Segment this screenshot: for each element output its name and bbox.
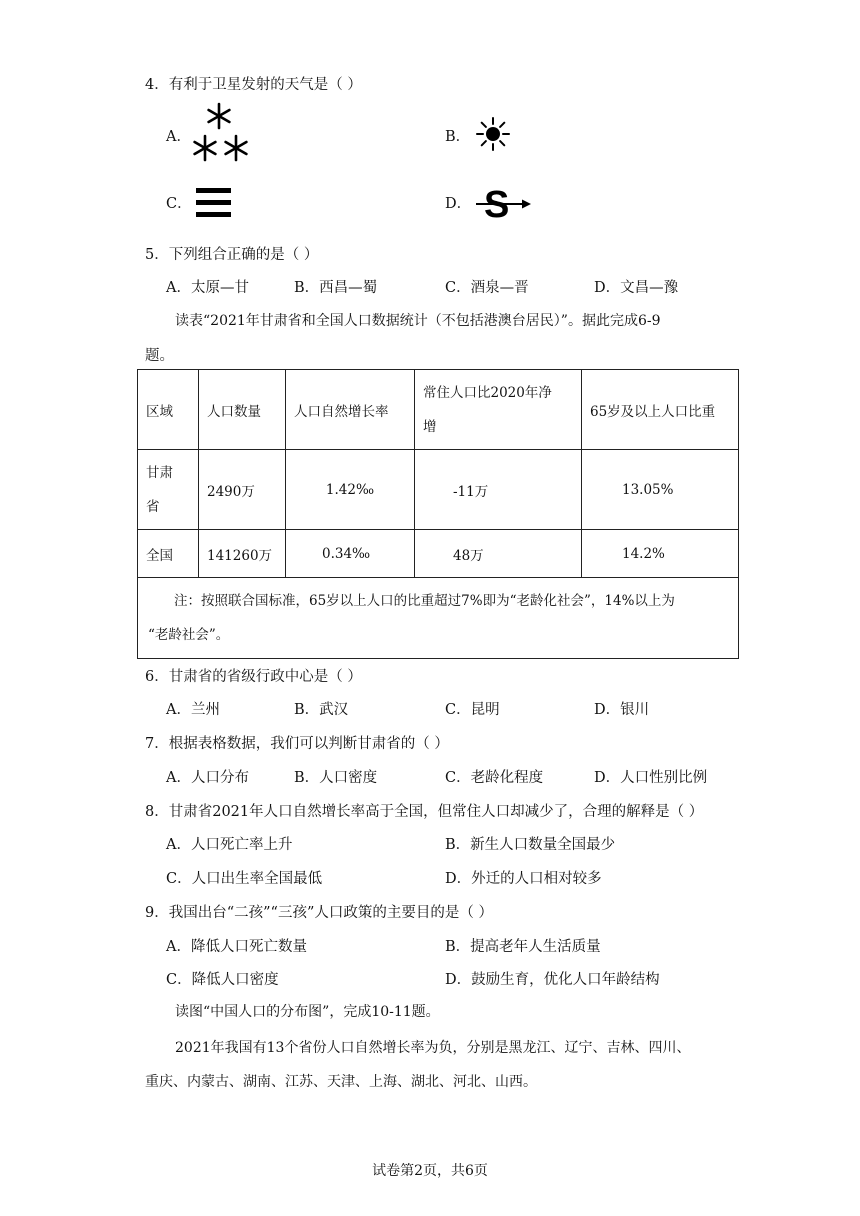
q9-option-b: B．提高老年人生活质量 <box>445 939 601 955</box>
q5-option-d: D．文昌—豫 <box>594 280 679 296</box>
q9-option-c: C．降低人口密度 <box>166 972 279 988</box>
page-footer: 试卷第2页，共6页 <box>372 1163 488 1179</box>
gansu-net-increase: -11万 <box>415 450 582 530</box>
national-net-increase: 48万 <box>415 530 582 578</box>
table-note-line2: “老龄社会”。 <box>148 627 230 643</box>
table-note <box>138 578 739 659</box>
sunny-icon <box>476 117 510 151</box>
q4-option-d-letter: D． <box>445 196 472 212</box>
gansu-region-line2: 省 <box>146 498 160 515</box>
gansu-growth-rate: 1.42‰ <box>286 450 415 530</box>
table-header-row <box>138 370 739 450</box>
q6-stem: 6．甘肃省的省级行政中心是（ ） <box>145 669 362 685</box>
national-elderly-ratio: 14.2% <box>582 530 739 578</box>
intro-map-line3: 重庆、内蒙古、湖南、江苏、天津、上海、湖北、河北、山西。 <box>145 1074 537 1090</box>
gansu-region-cell <box>138 450 199 530</box>
national-region: 全国 <box>138 530 199 578</box>
sandstorm-icon <box>474 184 534 222</box>
table-row <box>138 450 739 530</box>
header-net-line2: 增 <box>423 418 437 435</box>
q5-stem: 5．下列组合正确的是（ ） <box>145 247 319 263</box>
header-elderly-ratio: 65岁及以上人口比重 <box>582 370 739 450</box>
q9-option-d: D．鼓励生育，优化人口年龄结构 <box>445 972 660 988</box>
q8-option-a: A．人口死亡率上升 <box>166 837 293 853</box>
q7-option-d: D．人口性别比例 <box>594 770 708 786</box>
header-region: 区域 <box>138 370 199 450</box>
population-table <box>137 369 739 659</box>
header-population: 人口数量 <box>199 370 286 450</box>
national-growth-rate: 0.34‰ <box>286 530 415 578</box>
table-row <box>138 530 739 578</box>
q9-stem: 9．我国出台“二孩”“三孩”人口政策的主要目的是（ ） <box>145 905 493 921</box>
q7-option-c: C．老龄化程度 <box>445 770 544 786</box>
q5-option-b: B．西昌—蜀 <box>294 280 378 296</box>
table-note-row <box>138 578 739 659</box>
q4-option-c-letter: C． <box>166 196 192 212</box>
q7-option-b: B．人口密度 <box>294 770 378 786</box>
national-population: 141260万 <box>199 530 286 578</box>
q4-stem: 4．有利于卫星发射的天气是（ ） <box>145 77 362 93</box>
intro-table-line1: 读表“2021年甘肃省和全国人口数据统计（不包括港澳台居民）”。据此完成6-9 <box>175 313 661 329</box>
q8-option-b: B．新生人口数量全国最少 <box>445 837 616 853</box>
table-note-line1: 注：按照联合国标准，65岁以上人口的比重超过7%即为“老龄化社会”，14%以上为 <box>174 593 675 609</box>
q4-option-b-letter: B． <box>445 129 471 145</box>
q6-option-d: D．银川 <box>594 702 650 718</box>
fog-icon <box>196 187 232 219</box>
intro-table-line2: 题。 <box>145 348 174 364</box>
q8-stem: 8．甘肃省2021年人口自然增长率高于全国，但常住人口却减少了，合理的解释是（ ） <box>145 804 704 820</box>
header-net-line1: 常住人口比2020年净 <box>423 384 552 401</box>
q5-option-c: C．酒泉—晋 <box>445 280 529 296</box>
header-net-increase <box>415 370 582 450</box>
q8-option-c: C．人口出生率全国最低 <box>166 871 323 887</box>
gansu-region-line1: 甘肃 <box>146 464 173 481</box>
header-growth-rate: 人口自然增长率 <box>286 370 415 450</box>
q7-stem: 7．根据表格数据，我们可以判断甘肃省的（ ） <box>145 736 449 752</box>
svg-text:S: S <box>484 184 510 222</box>
gansu-population: 2490万 <box>199 450 286 530</box>
q6-option-c: C．昆明 <box>445 702 500 718</box>
gansu-elderly-ratio: 13.05% <box>582 450 739 530</box>
intro-map-line1: 读图“中国人口的分布图”，完成10-11题。 <box>175 1004 440 1020</box>
q5-option-a: A．太原—甘 <box>166 280 249 296</box>
q4-option-a-letter: A． <box>166 129 191 145</box>
q8-option-d: D．外迁的人口相对较多 <box>445 871 602 887</box>
q9-option-a: A．降低人口死亡数量 <box>166 939 307 955</box>
q6-option-a: A．兰州 <box>166 702 220 718</box>
snow-icon <box>190 101 254 163</box>
intro-map-line2: 2021年我国有13个省份人口自然增长率为负，分别是黑龙江、辽宁、吉林、四川、 <box>175 1040 691 1056</box>
q6-option-b: B．武汉 <box>294 702 349 718</box>
q7-option-a: A．人口分布 <box>166 770 249 786</box>
